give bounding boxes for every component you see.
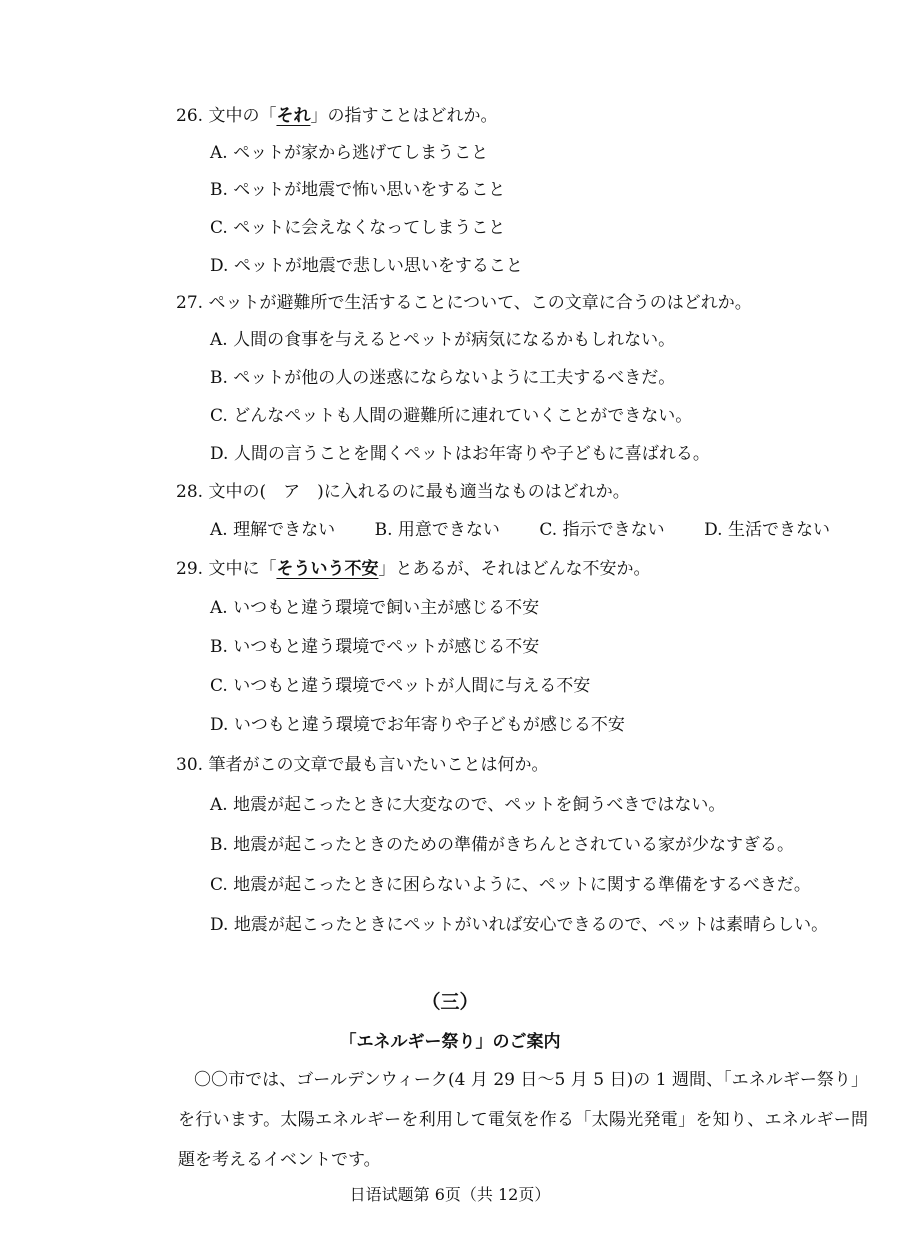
option-30-c: C. 地震が起こったときに困らないように、ペットに関する準備をするべきだ。: [210, 875, 811, 895]
option-28-b: B. 用意できない: [374, 520, 500, 540]
underlined-term: それ: [276, 106, 311, 126]
option-26-a: A. ペットが家から逃げてしまうこと: [210, 143, 489, 163]
option-27-a: A. 人間の食事を与えるとペットが病気になるかもしれない。: [210, 330, 676, 350]
section-heading: （三）: [421, 991, 479, 1013]
option-29-b: B. いつもと違う環境でペットが感じる不安: [210, 637, 540, 657]
section-paragraph: 〇〇市では、ゴールデンウィーク(4 月 29 日～5 月 5 日)の 1 週間、「エネルギー祭り」を行います。太陽エネルギーを利用して電気を作る「太陽光発電」を知り、エネルギー問題を考えるイベントです。: [178, 1070, 868, 1170]
option-28-a: A. 理解できない: [210, 520, 336, 540]
option-29-c: C. いつもと違う環境でペットが人間に与える不安: [210, 676, 591, 696]
underlined-term: そういう不安: [276, 559, 379, 579]
option-27-b: B. ペットが他の人の迷惑にならないように工夫するべきだ。: [210, 368, 676, 388]
option-26-d: D. ペットが地震で悲しい思いをすること: [210, 256, 523, 276]
option-26-b: B. ペットが地震で怖い思いをすること: [210, 180, 506, 200]
question-28-options: [210, 518, 830, 542]
option-30-a: A. 地震が起こったときに大変なので、ペットを飼うべきではない。: [210, 795, 726, 815]
question-number: 26.: [176, 106, 204, 126]
section-title: 「エネルギー祭り」のご案内: [339, 1032, 561, 1052]
question-number: 30.: [176, 755, 204, 775]
option-26-c: C. ペットに会えなくなってしまうこと: [210, 218, 506, 238]
option-30-d: D. 地震が起こったときにペットがいれば安心できるので、ペットは素晴らしい。: [210, 915, 829, 935]
question-number: 27.: [176, 293, 204, 313]
option-28-c: C. 指示できない: [539, 520, 665, 540]
question-number: 29.: [176, 559, 204, 579]
option-28-d: D. 生活できない: [704, 520, 830, 540]
question-27-stem: 27. ペットが避難所で生活することについて、この文章に合うのはどれか。: [176, 293, 752, 313]
option-27-c: C. どんなペットも人間の避難所に連れていくことができない。: [210, 406, 693, 426]
question-30-stem: 30. 筆者がこの文章で最も言いたいことは何か。: [176, 755, 549, 775]
option-30-b: B. 地震が起こったときのための準備がきちんとされている家が少なすぎる。: [210, 835, 794, 855]
question-29-stem: 29. 文中に「そういう不安」とあるが、それはどんな不安か。: [176, 559, 651, 579]
page-footer: 日语试题第 6页（共 12页）: [349, 1185, 551, 1204]
question-number: 28.: [176, 482, 204, 502]
option-29-d: D. いつもと違う環境でお年寄りや子どもが感じる不安: [210, 715, 625, 735]
question-28-stem: 28. 文中の( ア )に入れるのに最も適当なものはどれか。: [176, 482, 630, 502]
option-29-a: A. いつもと違う環境で飼い主が感じる不安: [210, 598, 540, 618]
question-26-stem: 26. 文中の「それ」の指すことはどれか。: [176, 106, 498, 126]
option-27-d: D. 人間の言うことを聞くペットはお年寄りや子どもに喜ばれる。: [210, 444, 710, 464]
